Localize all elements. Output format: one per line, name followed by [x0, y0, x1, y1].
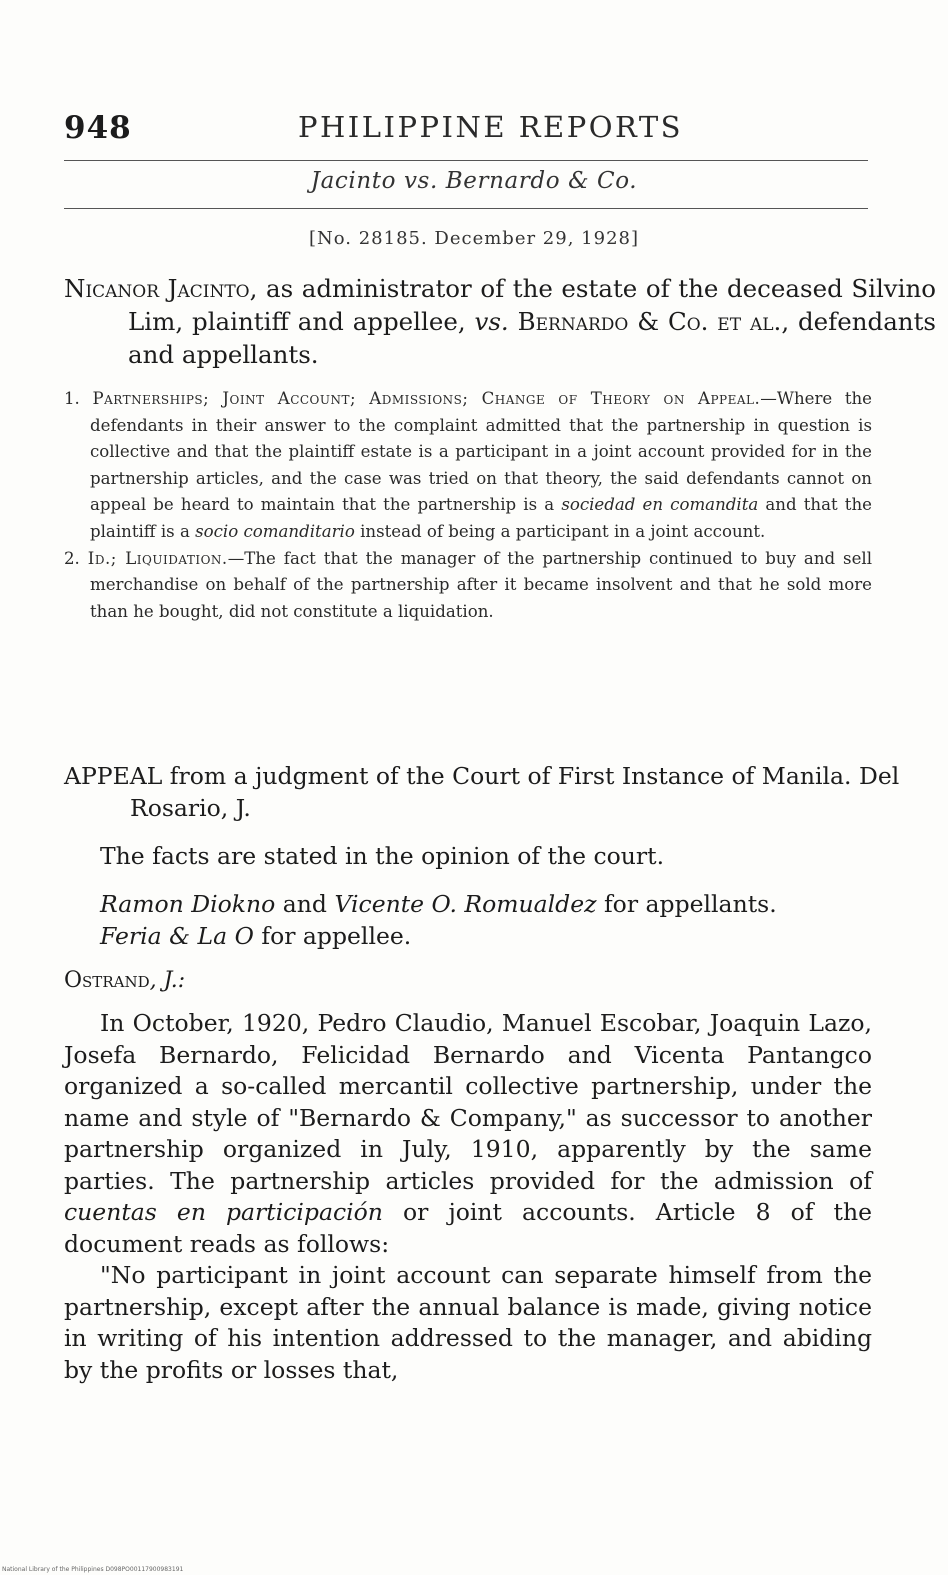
- opinion-author: [64, 966, 872, 996]
- counsel-role: for appellants.: [596, 890, 777, 918]
- author-suffix: , J.:: [149, 968, 186, 993]
- opinion-text: In October, 1920, Pedro Claudio, Manuel Escobar, Joaquin Lazo, Josefa Bernardo, Felicidad Bernardo and Vicenta Pantangco organized a so-called mercantil collective partnership, under the name and style of "Bernardo & Company," as successor to another partnership organized in July, 1910, apparently by the same parties. The partnership articles provided for the admission of: [64, 1009, 872, 1195]
- syllabus: [64, 386, 872, 625]
- counsel-name: Feria & La O: [100, 922, 254, 950]
- running-title: PHILIPPINE REPORTS: [298, 110, 684, 144]
- counsel-name: Ramon Diokno: [100, 890, 276, 918]
- opinion-text: or joint accounts. Article 8 of the document reads as follows:: [64, 1198, 872, 1258]
- counsel-name: Vicente O. Romualdez: [334, 890, 597, 918]
- appeal-text: from a judgment of the Court of First Instance of Manila. Del Rosario, J.: [130, 762, 900, 822]
- counsel-role: for appellee.: [253, 922, 412, 950]
- syllabus-heading: Id.; Liquidation.: [87, 548, 228, 568]
- docket-line: [No. 28185. December 29, 1928]: [308, 228, 639, 249]
- counsel-appellants: [64, 888, 872, 920]
- syllabus-number: 1.: [64, 389, 93, 408]
- plaintiff-name: Nicanor Jacinto: [64, 274, 250, 303]
- syllabus-text: —The fact that the manager of the partnership continued to buy and sell merchandise on behalf of the partnership after it became insolvent and that he sold more than he bought, did not constitute a liquidation.: [90, 548, 873, 621]
- syllabus-italic-term: sociedad en comandita: [561, 495, 759, 515]
- plaintiff-description: , as administrator of the estate of the deceased Silvino Lim, plaintiff and appellee,: [128, 274, 936, 336]
- appeal-lead: APPEAL: [64, 762, 163, 790]
- opinion-paragraph: [64, 1008, 872, 1260]
- facts-statement: The facts are stated in the opinion of the court.: [100, 842, 665, 870]
- syllabus-text: and that the plaintiff is a: [90, 495, 872, 541]
- syllabus-text: instead of being a participant in a joint account.: [354, 521, 766, 541]
- opinion-body: [64, 1008, 872, 1386]
- syllabus-italic-term: socio comanditario: [195, 521, 355, 541]
- syllabus-item: [64, 386, 872, 546]
- scan-credit: National Library of the Philippines D098PO00117900983191: [2, 1566, 184, 1573]
- counsel-appellee: [64, 920, 872, 952]
- opinion-italic-term: cuentas en participación: [64, 1198, 383, 1226]
- syllabus-number: 2.: [64, 548, 88, 568]
- case-caption: Jacinto vs. Bernardo & Co.: [310, 168, 638, 194]
- header-rule-top: [64, 160, 868, 161]
- case-parties: [64, 272, 936, 371]
- opinion-quote-paragraph: "No participant in joint account can separate himself from the partnership, except after the annual balance is made, giving notice in writing of his intention addressed to the manager, and abiding by the profits or losses that,: [64, 1261, 872, 1384]
- counsel-conjunction: and: [275, 890, 335, 918]
- syllabus-text: —Where the defendants in their answer to the complaint admitted that the partnership in question is collective and that the plaintiff estate is a participant in a joint account provided for in the partnership articles, and the case was tried on that theory, the said defendants cannot on appeal be heard to maintain that the partnership is a: [90, 389, 873, 515]
- counsel: [64, 888, 872, 952]
- defendant-description: , defendants and appellants.: [128, 307, 937, 369]
- syllabus-heading: Partnerships; Joint Account; Admissions; Change of Theory on Appeal.: [92, 389, 761, 408]
- syllabus-item: [64, 546, 872, 626]
- author-name: Ostrand: [64, 968, 150, 993]
- defendant-name: Bernardo & Co. et al.: [517, 307, 782, 336]
- header-rule-bottom: [64, 208, 868, 209]
- versus: vs.: [474, 307, 509, 336]
- page-number: 948: [64, 110, 132, 146]
- appeal-line: [64, 760, 938, 824]
